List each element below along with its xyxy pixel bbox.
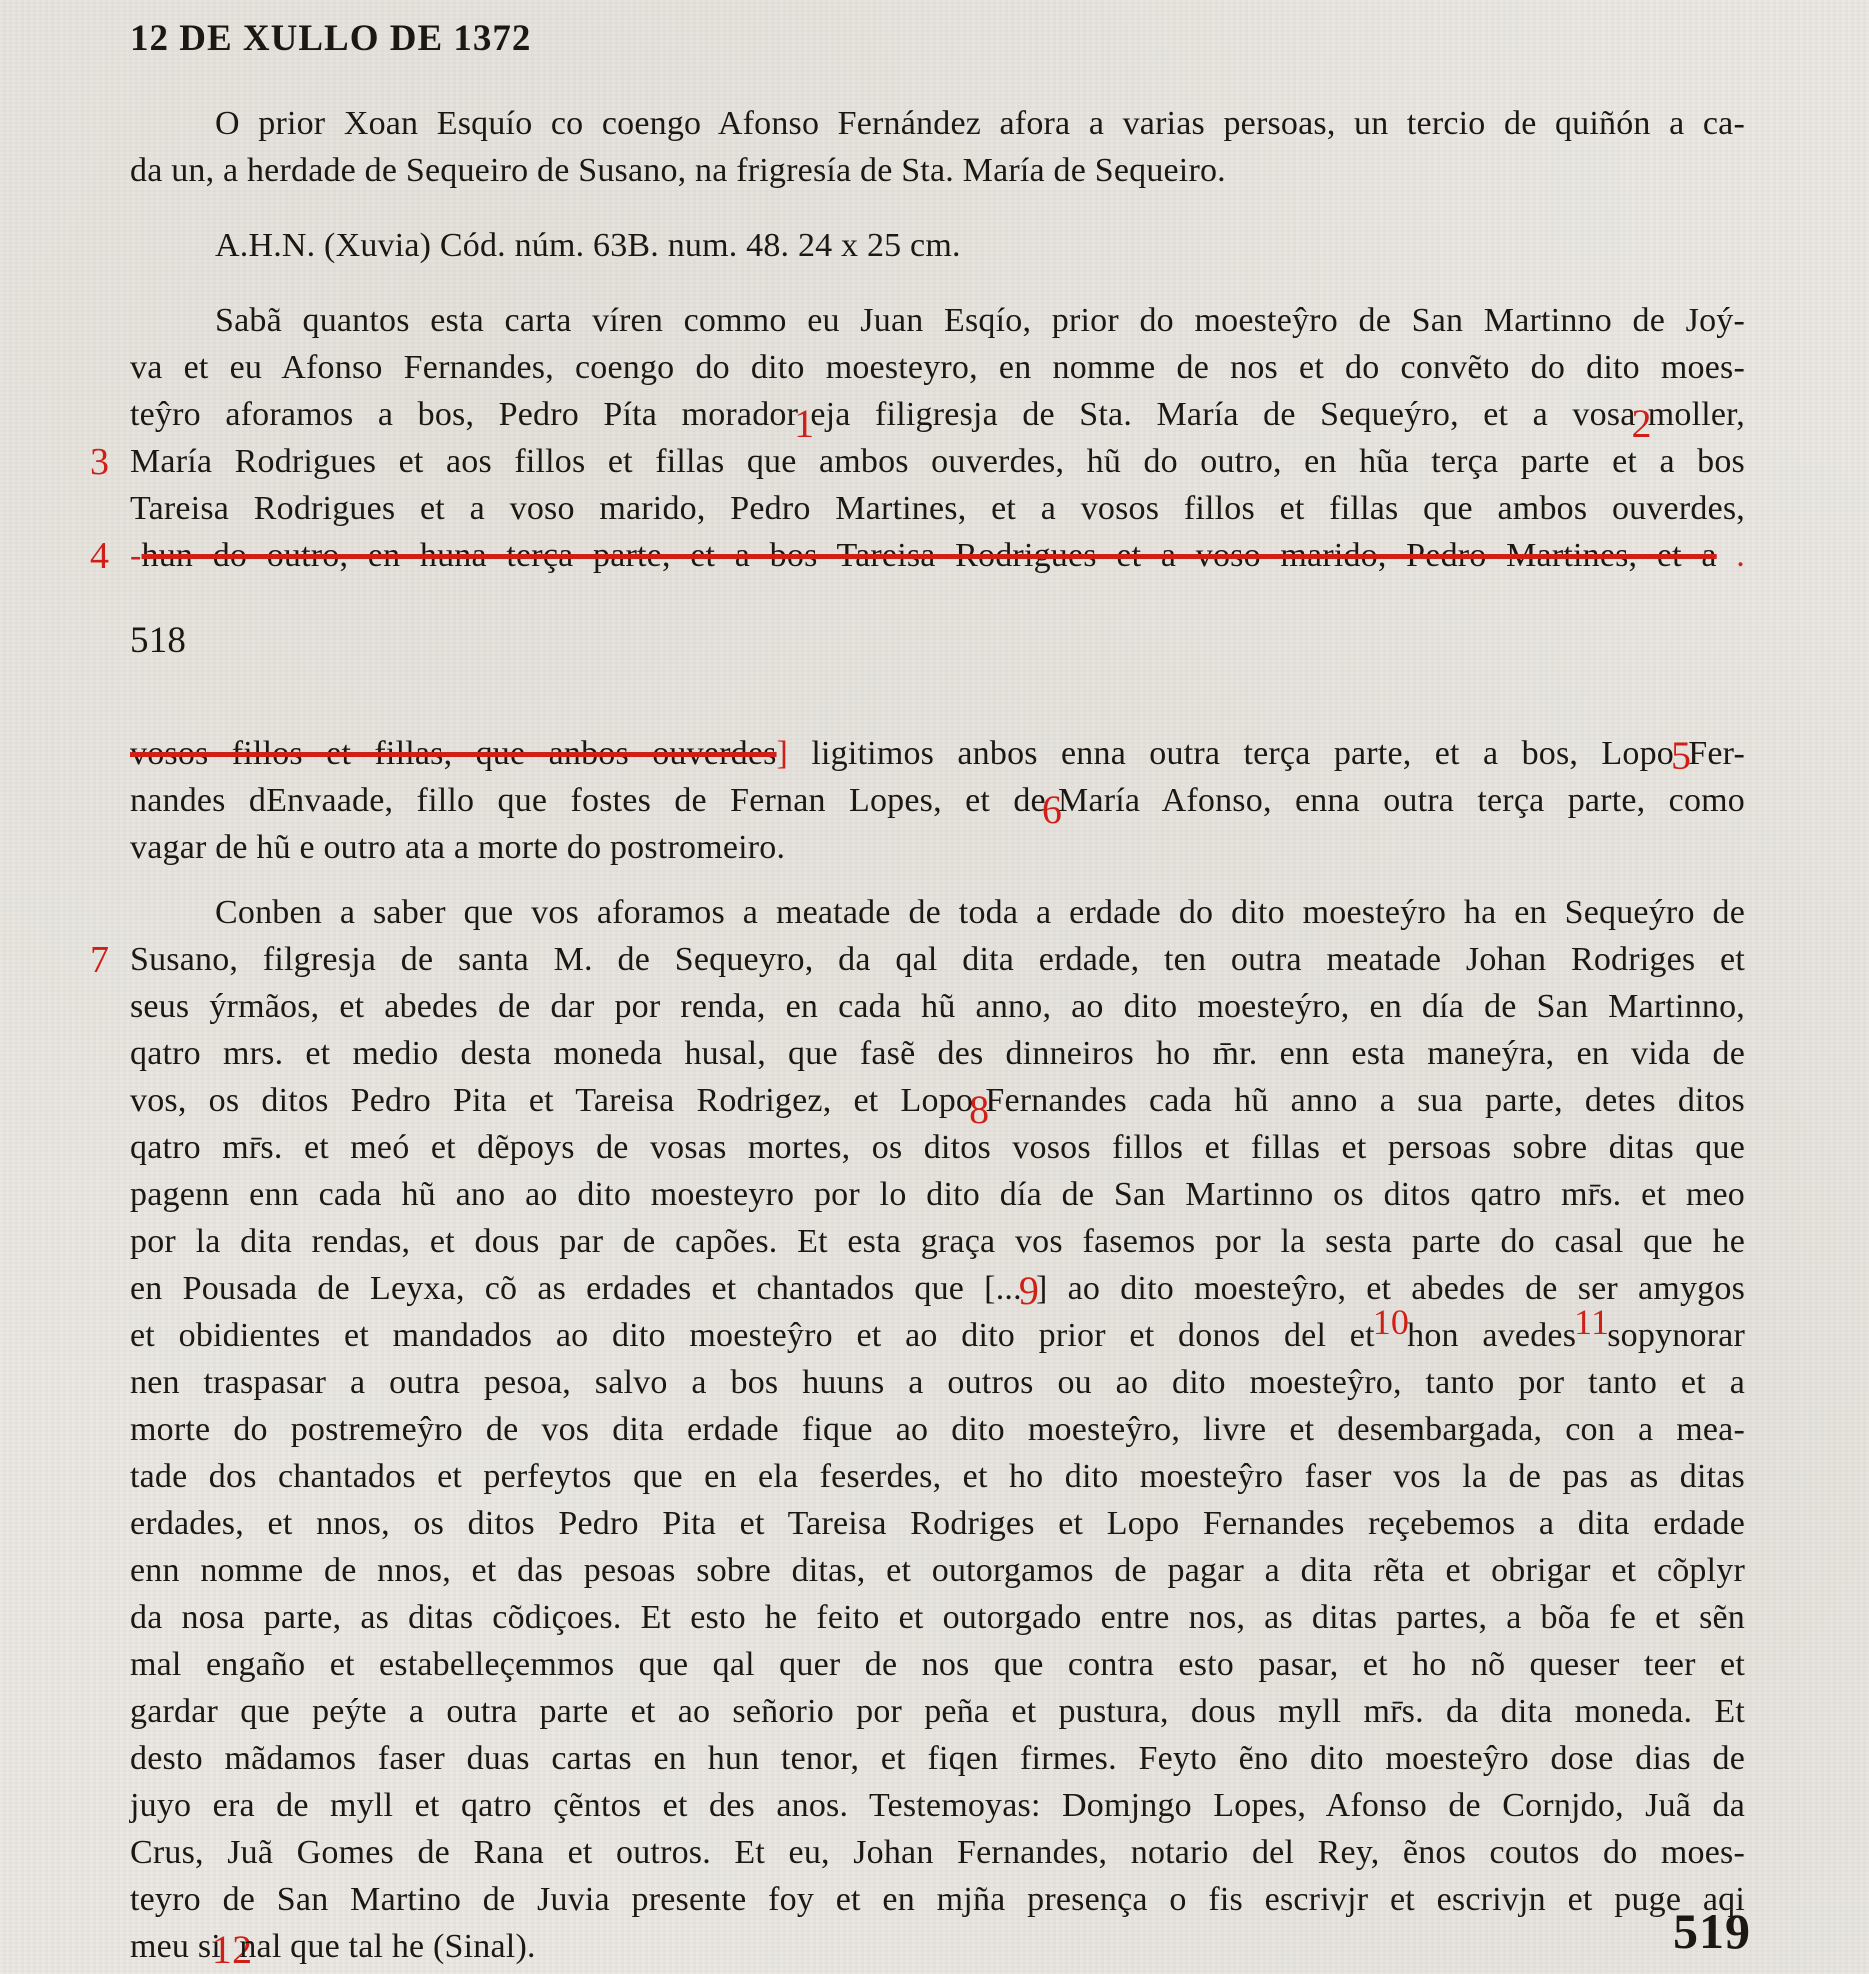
text-segment: morte do postremeŷro de vos dita erdade fique ao dito moesteŷro, livre et desembargada, con a mea-: [130, 1411, 1745, 1448]
text-line: [130, 297, 1745, 344]
text-line: [130, 983, 1745, 1030]
text-segment: ligitimos anbos enna outra terça parte, et a bos, Lopo: [788, 735, 1675, 772]
text-line: [130, 1876, 1745, 1923]
text-segment: Fernandes cada hũ anno a sua parte, detes ditos: [985, 1082, 1745, 1119]
text-segment: pagenn enn cada hũ ano ao dito moesteyro por lo dito día de San Martinno os ditos qatro mr̄s. et meo: [130, 1176, 1745, 1213]
text-line: nandes dEnvaade, fillo que fostes de Fernan Lopes, et de6María Afonso, enna outra terça parte, como: [130, 782, 1745, 832]
text-segment: Fer-: [1688, 735, 1745, 772]
charter-paragraph-2: [90, 889, 1746, 1973]
text-segment: ] ao dito moesteŷro, et abedes de ser amygos: [1036, 1270, 1746, 1307]
red-ink-mark: .: [1716, 537, 1745, 574]
text-line: vos, os ditos Pedro Pita et Tareisa Rodrigez, et Lopo8Fernandes cada hũ anno a sua parte, detes ditos: [130, 1082, 1745, 1132]
text-segment: Tareisa Rodrigues et a voso marido, Pedro Martines, et a vosos fillos et fillas que ambos ouverdes,: [130, 490, 1745, 527]
text-segment: mal engaño et estabelleçemmos que qal quer de nos que contra esto pasar, et ho nõ queser teer et: [130, 1646, 1745, 1683]
text-segment: da nosa parte, as ditas cõdiçoes. Et esto he feito et outorgado entre nos, as ditas partes, a bõa fe et sẽn: [130, 1599, 1745, 1636]
text-line: [130, 1735, 1745, 1782]
text-line: [130, 617, 1745, 664]
text-segment: teŷro aforamos a bos, Pedro Píta morador: [130, 396, 799, 433]
text-segment: desto mãdamos faser duas cartas en hun tenor, et fiqen firmes. Feyto ẽno dito moesteŷro dose dias de: [130, 1740, 1745, 1777]
text-segment: María Afonso, enna outra terça parte, como: [1058, 782, 1745, 819]
archive-reference: [130, 222, 1745, 269]
text-segment: vos, os ditos Pedro Pita et Tareisa Rodrigez, et Lopo: [130, 1082, 974, 1119]
text-line: [130, 1030, 1745, 1077]
text-segment: 12 DE XULLO DE 1372: [130, 18, 532, 59]
text-line: [130, 222, 1745, 269]
text-segment: eja filigresja de Sta. María de Sequeýro, et a vosa: [810, 396, 1636, 433]
summary-paragraph: [130, 100, 1745, 194]
text-line: [130, 100, 1745, 147]
text-segment: va et eu Afonso Fernandes, coengo do dito moesteyro, en nomme de nos et do convẽto do dito moes-: [130, 349, 1745, 386]
text-line: [90, 438, 1745, 485]
text-segment: tade dos chantados et perfeytos que en ela feserdes, et ho dito moesteŷro faser vos la de pas as ditas: [130, 1458, 1745, 1495]
red-ink-mark: ]: [776, 735, 789, 772]
text-line: et obidientes et mandados ao dito moesteŷro et ao dito prior et donos del et10hon avedes11sopynorar: [130, 1302, 1745, 1354]
struck-text: hun do outro, en huna terça parte, et a bos Tareisa Rodrigues et a voso marido, Pedro Martines, et a: [141, 537, 1717, 574]
text-line: [130, 1688, 1745, 1735]
text-segment: juyo era de myll et qatro çẽntos et des anos. Testemoyas: Domjngo Lopes, Afonso de Cornjdo, Juã da: [130, 1787, 1745, 1824]
charter-paragraph-1-continued: [130, 730, 1745, 871]
text-segment: nen traspasar a outra pesoa, salvo a bos huuns a outros ou ao dito moesteŷro, tanto por tanto et a: [130, 1364, 1745, 1401]
text-line: [130, 1218, 1745, 1265]
text-segment: qatro mr̄s. et meó et dẽpoys de vosas mortes, os ditos vosos fillos et fillas et persoas sobre ditas que: [130, 1129, 1745, 1166]
text-segment: teyro de San Martino de Juvia presente foy et en mjña presença o fis escrivjr et escrivjn et puge aqi: [130, 1881, 1745, 1918]
text-line: [130, 1500, 1745, 1547]
text-line: [130, 1782, 1745, 1829]
charter-paragraph-1: [90, 297, 1746, 579]
struck-text: vosos fillos et fillas, que anbos ouverdes: [130, 735, 777, 772]
red-ink-mark: -: [130, 537, 142, 574]
text-line: [130, 1406, 1745, 1453]
text-line: vosos fillos et fillas, que anbos ouverdes] ligitimos anbos enna outra terça parte, et a bos, Lopo5Fer-: [130, 732, 1745, 778]
text-segment: nandes dEnvaade, fillo que fostes de Fernan Lopes, et de: [130, 782, 1046, 819]
text-line: [130, 1359, 1745, 1406]
text-line: [130, 344, 1745, 391]
document-text: [90, 14, 1746, 1973]
text-line: [130, 824, 1745, 871]
text-line: [130, 485, 1745, 532]
text-line: [130, 147, 1745, 194]
text-line: teŷro aforamos a bos, Pedro Píta morador1eja filigresja de Sta. María de Sequeýro, et a vosa2moller,: [130, 396, 1746, 446]
text-segment: sopynorar: [1607, 1317, 1745, 1354]
text-line: [90, 532, 1745, 579]
text-segment: moller,: [1647, 396, 1746, 433]
text-segment: enn nomme de nnos, et das pesoas sobre ditas, et outorgamos de pagar a dita rẽta et obrigar et cõplyr: [130, 1552, 1745, 1589]
margin-annotation-number: 4: [90, 535, 110, 577]
text-line: [130, 1453, 1745, 1500]
text-segment: en Pousada de Leyxa, cõ as erdades et chantados que [...: [130, 1270, 1022, 1307]
text-segment: vagar de hũ e outro ata a morte do postromeiro.: [130, 829, 786, 866]
text-line: [130, 1829, 1745, 1876]
text-line: [90, 936, 1745, 983]
text-segment: gardar que peýte a outra parte et ao señorio por peña et pustura, dous myll mr̄s. da dita moneda. Et: [130, 1693, 1745, 1730]
margin-annotation-number: 3: [90, 441, 110, 483]
text-line: [130, 1594, 1745, 1641]
text-segment: Crus, Juã Gomes de Rana et outros. Et eu, Johan Fernandes, notario del Rey, ẽnos coutos do moes-: [130, 1834, 1745, 1871]
text-line: [130, 1641, 1745, 1688]
text-segment: O prior Xoan Esquío co coengo Afonso Fernández afora a varias persoas, un tercio de quiñón a ca-: [215, 105, 1745, 142]
text-segment: qatro mrs. et medio desta moneda husal, que fasẽ des dinneiros ho m̄r. enn esta maneýra, en vida de: [130, 1035, 1745, 1072]
text-line: en Pousada de Leyxa, cõ as erdades et chantados que [...9] ao dito moesteŷro, et abedes de ser amygos: [130, 1267, 1746, 1313]
text-segment: por la dita rendas, et dous par de capões. Et esta graça vos fasemos por la sesta parte do casal que he: [130, 1223, 1745, 1260]
date-heading: [130, 14, 1745, 64]
text-segment: Susano, filgresja de santa M. de Sequeyro, da qal dita erdade, ten outra meatade Johan Rodriges et: [130, 941, 1745, 978]
page-number-518: [130, 617, 1745, 664]
text-segment: 518: [130, 620, 187, 661]
text-segment: et obidientes et mandados ao dito moesteŷro et ao dito prior et donos del et: [130, 1317, 1375, 1354]
text-segment: da un, a herdade de Sequeiro de Susano, na frigresía de Sta. María de Sequeiro.: [130, 152, 1226, 189]
text-line: [130, 14, 1745, 64]
text-segment: erdades, et nnos, os ditos Pedro Pita et Tareisa Rodriges et Lopo Fernandes reçebemos a dita erdade: [130, 1505, 1745, 1542]
text-segment: Sabã quantos esta carta víren commo eu Juan Esqío, prior do moesteŷro de San Martinno de Joý-: [215, 302, 1745, 339]
page-number-bottom: 519: [1673, 1903, 1751, 1959]
text-line: [130, 1547, 1745, 1594]
text-line: meu si12nal que tal he (Sinal).: [130, 1927, 536, 1973]
text-segment: nal que tal he (Sinal).: [239, 1928, 536, 1965]
text-segment: Conben a saber que vos aforamos a meatade de toda a erdade do dito moesteýro ha en Sequeýro de: [215, 894, 1745, 931]
margin-annotation-number: 7: [90, 939, 110, 981]
text-segment: María Rodrigues et aos fillos et fillas que ambos ouverdes, hũ do outro, en hũa terça parte et a bos: [130, 443, 1745, 480]
text-segment: A.H.N. (Xuvia) Cód. núm. 63B. num. 48. 24 x 25 cm.: [215, 227, 961, 264]
text-line: [130, 1171, 1745, 1218]
text-line: [130, 1124, 1745, 1171]
text-line: [130, 889, 1745, 936]
text-segment: meu si: [130, 1928, 221, 1965]
text-segment: hon avedes: [1407, 1317, 1577, 1354]
text-segment: seus ýrmãos, et abedes de dar por renda, en cada hũ anno, ao dito moesteýro, en día de San Martinno,: [130, 988, 1745, 1025]
